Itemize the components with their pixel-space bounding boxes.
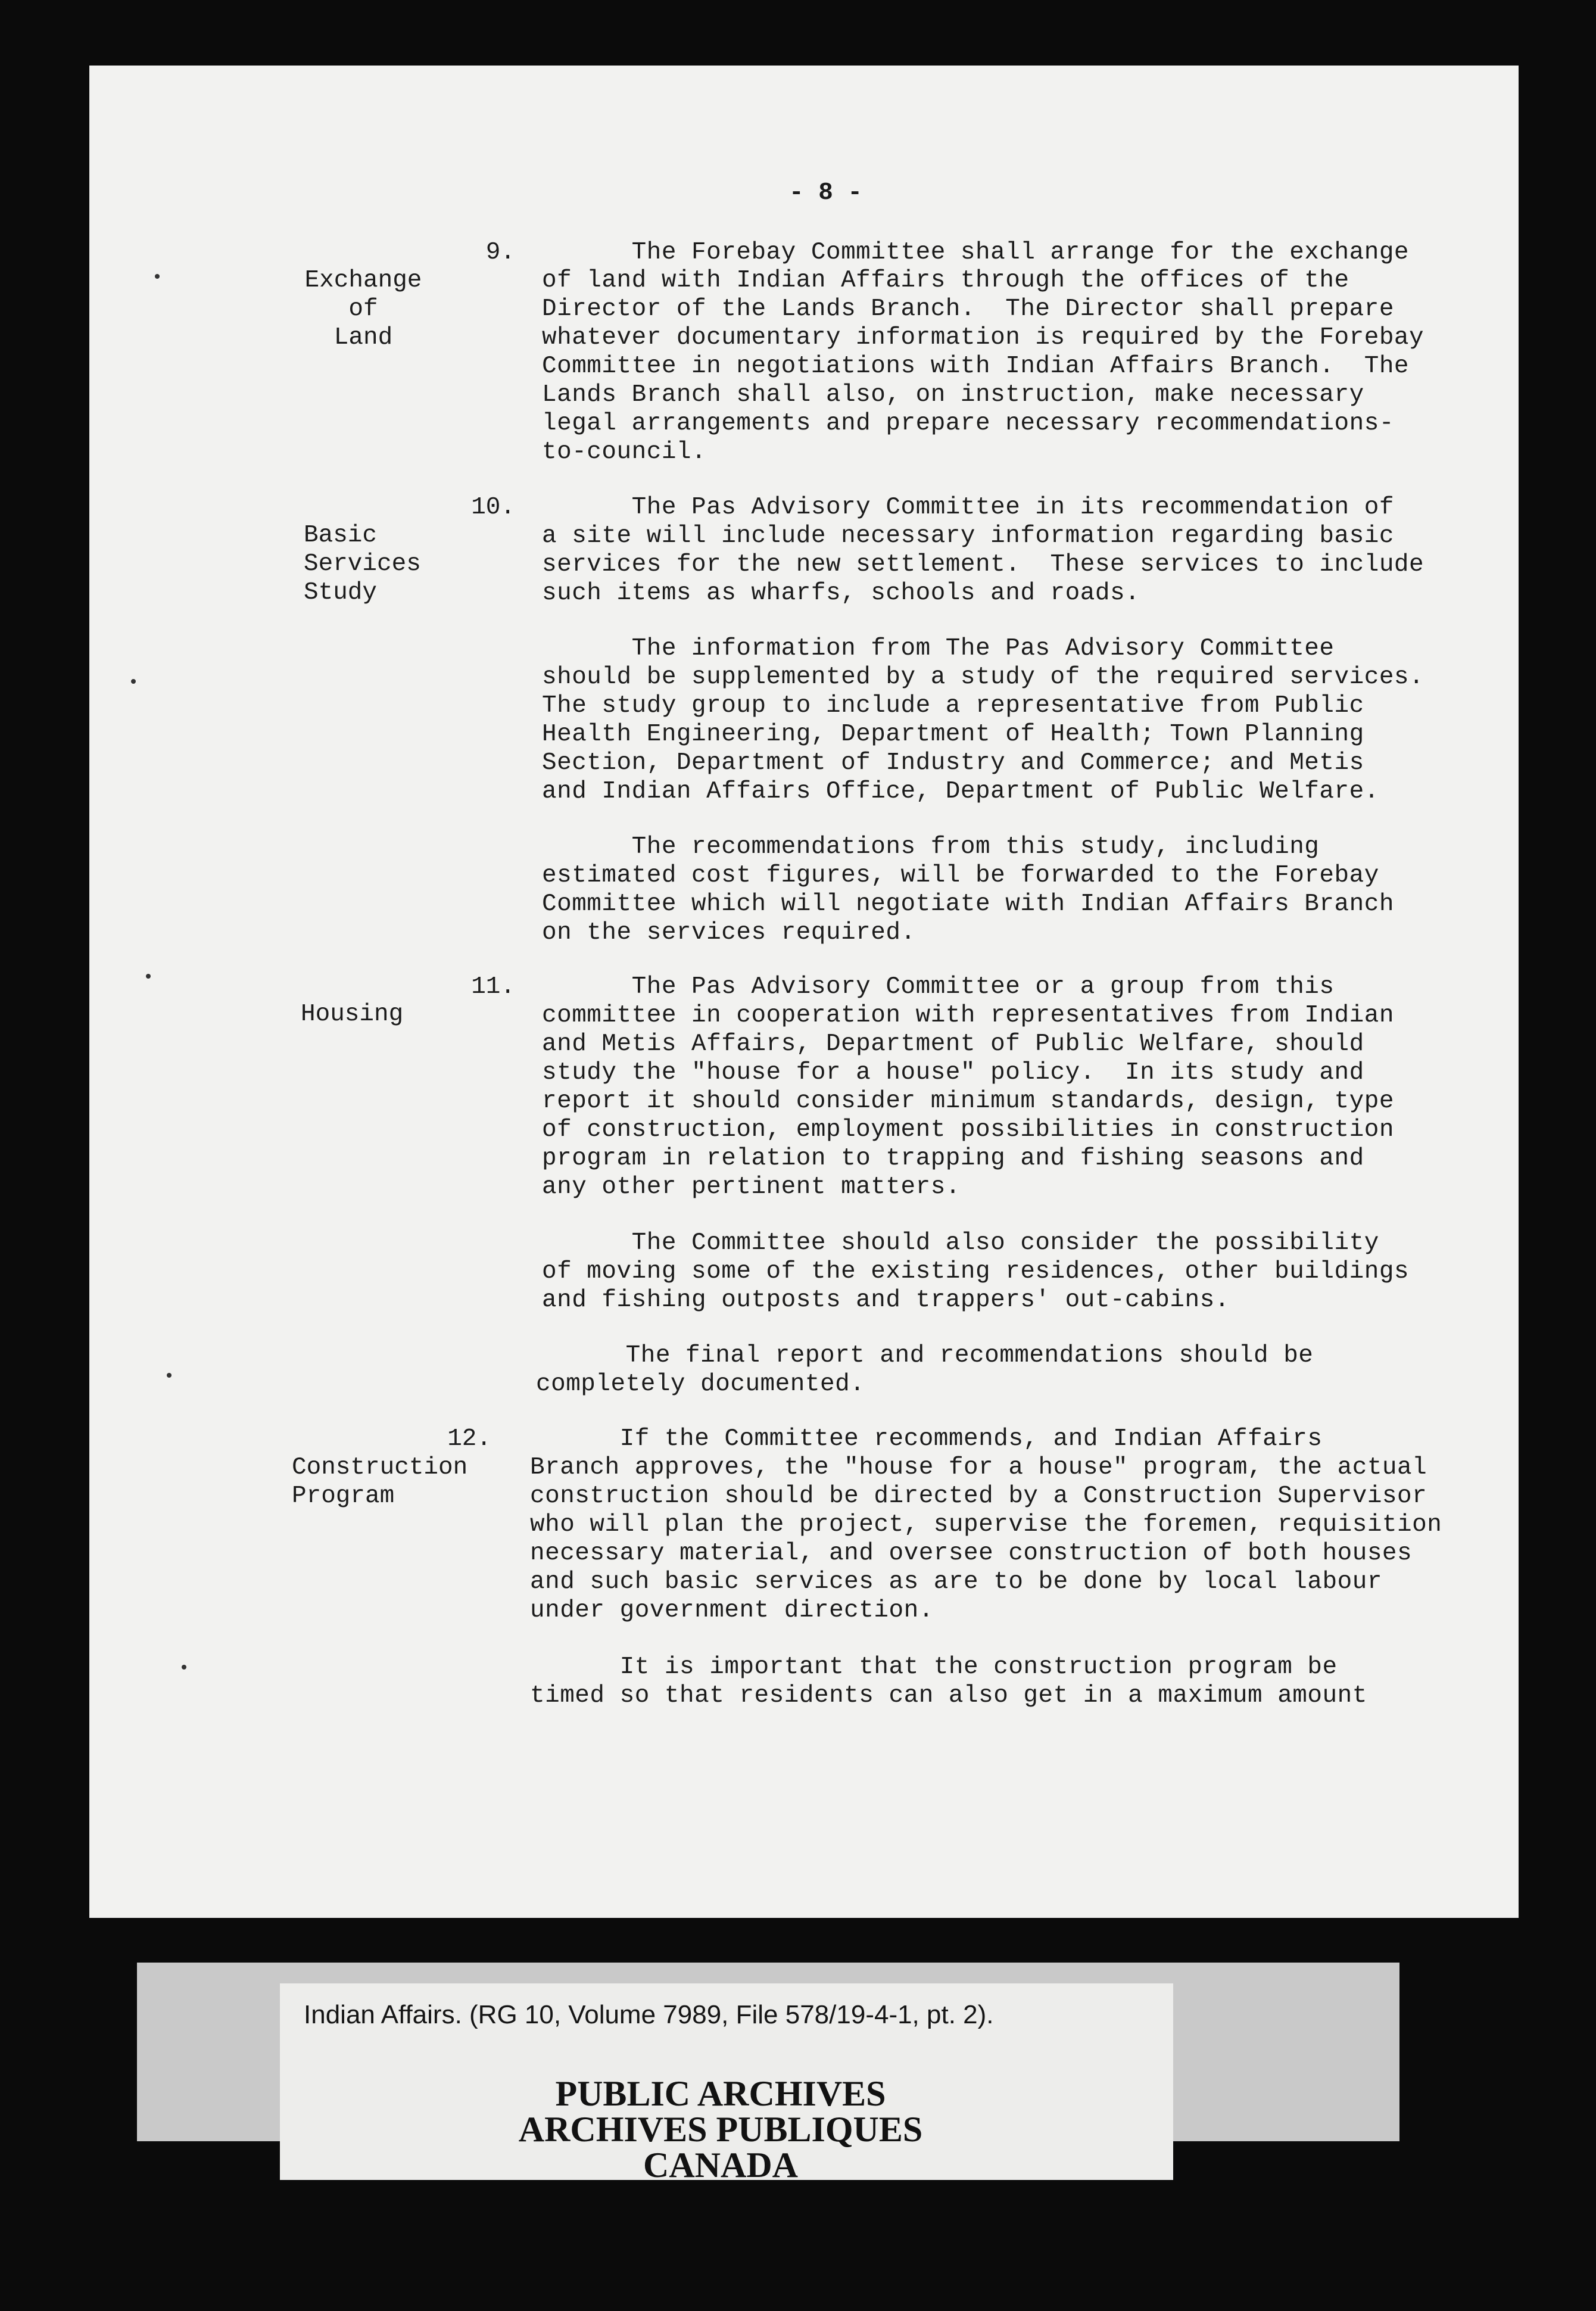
paragraph-line: completely documented.	[536, 1371, 865, 1398]
speck-mark	[131, 679, 136, 684]
paragraph-line: legal arrangements and prepare necessary recommendations-	[542, 410, 1394, 437]
paragraph-line: Lands Branch shall also, on instruction, make necessary	[542, 381, 1364, 409]
paragraph-line: and Indian Affairs Office, Department of Public Welfare.	[542, 778, 1379, 805]
paragraph-line: The recommendations from this study, including	[542, 833, 1320, 861]
paragraph-line: timed so that residents can also get in a maximum amount	[530, 1682, 1367, 1709]
paragraph-line: It is important that the construction program be	[530, 1653, 1338, 1681]
paragraph-line: Section, Department of Industry and Commerce; and Metis	[542, 749, 1364, 777]
paragraph-line: The Forebay Committee shall arrange for the exchange	[542, 239, 1410, 266]
margin-label: Basic	[304, 522, 378, 549]
margin-label: Housing	[301, 1001, 404, 1028]
paragraph-line: to-council.	[542, 438, 707, 466]
speck-mark	[146, 974, 151, 979]
section-number: 9.	[485, 239, 515, 266]
section-number: 12.	[447, 1425, 491, 1453]
speck-mark	[167, 1373, 172, 1378]
paragraph-line: If the Committee recommends, and Indian Affairs	[530, 1425, 1323, 1453]
paragraph-line: Director of the Lands Branch. The Director shall prepare	[542, 295, 1394, 323]
paragraph-line: of moving some of the existing residences, other buildings	[542, 1258, 1410, 1285]
paragraph-line: such items as wharfs, schools and roads.	[542, 580, 1140, 607]
paragraph-line: study the "house for a house" policy. In its study and	[542, 1059, 1364, 1086]
paragraph-line: a site will include necessary information regarding basic	[542, 522, 1394, 550]
paragraph-line: who will plan the project, supervise the foremen, requisition	[530, 1511, 1442, 1538]
paragraph-line: and fishing outposts and trappers' out-cabins.	[542, 1287, 1230, 1314]
margin-label: Services	[304, 550, 421, 578]
stamp-line: CANADA	[643, 2145, 798, 2185]
paragraph-line: on the services required.	[542, 919, 916, 946]
paragraph-line: of construction, employment possibilities in construction	[542, 1116, 1394, 1144]
speck-mark	[155, 274, 160, 279]
paragraph-line: construction should be directed by a Construction Supervisor	[530, 1482, 1427, 1510]
margin-label: Study	[304, 579, 378, 606]
paragraph-line: estimated cost figures, will be forwarded to the Forebay	[542, 862, 1379, 889]
paragraph-line: and such basic services as are to be done by local labour	[530, 1568, 1382, 1596]
margin-label: Program	[292, 1482, 395, 1510]
paragraph-line: program in relation to trapping and fishing seasons and	[542, 1145, 1364, 1172]
paragraph-line: any other pertinent matters.	[542, 1173, 961, 1201]
paragraph-line: of land with Indian Affairs through the offices of the	[542, 267, 1349, 294]
paragraph-line: whatever documentary information is required by the Forebay	[542, 324, 1424, 351]
paragraph-line: Committee in negotiations with Indian Affairs Branch. The	[542, 353, 1410, 380]
paragraph-line: and Metis Affairs, Department of Public Welfare, should	[542, 1030, 1364, 1058]
archive-stamp	[465, 2076, 977, 2183]
paragraph-line: The study group to include a representative from Public	[542, 692, 1364, 720]
margin-label: Construction	[292, 1454, 468, 1481]
margin-label: Land	[333, 324, 393, 351]
paragraph-line: The final report and recommendations should be	[536, 1342, 1314, 1369]
paragraph-line: under government direction.	[530, 1597, 934, 1624]
margin-label: of	[348, 295, 378, 323]
paragraph-line: The Pas Advisory Committee in its recommendation of	[542, 494, 1394, 521]
margin-label: Exchange	[304, 267, 422, 294]
paragraph-line: necessary material, and oversee construction of both houses	[530, 1540, 1413, 1567]
page-number: - 8 -	[789, 179, 863, 207]
paragraph-line: Branch approves, the "house for a house" program, the actual	[530, 1454, 1427, 1481]
stamp-line: ARCHIVES PUBLIQUES	[518, 2110, 923, 2149]
paragraph-line: report it should consider minimum standards, design, type	[542, 1088, 1394, 1115]
section-number: 10.	[471, 494, 515, 521]
paragraph-line: services for the new settlement. These services to include	[542, 551, 1424, 578]
stamp-line: PUBLIC ARCHIVES	[555, 2074, 886, 2113]
paragraph-line: The Committee should also consider the possibility	[542, 1229, 1379, 1257]
paragraph-line: should be supplemented by a study of the required services.	[542, 664, 1424, 691]
archive-citation: Indian Affairs. (RG 10, Volume 7989, File 578/19-4-1, pt. 2).	[304, 2000, 994, 2029]
section-number: 11.	[471, 973, 515, 1001]
paragraph-line: The information from The Pas Advisory Committee	[542, 635, 1335, 662]
paragraph-line: The Pas Advisory Committee or a group from this	[542, 973, 1335, 1001]
paragraph-line: committee in cooperation with representatives from Indian	[542, 1002, 1394, 1029]
speck-mark	[182, 1665, 186, 1670]
paragraph-line: Health Engineering, Department of Health; Town Planning	[542, 721, 1364, 748]
paragraph-line: Committee which will negotiate with Indian Affairs Branch	[542, 890, 1394, 918]
